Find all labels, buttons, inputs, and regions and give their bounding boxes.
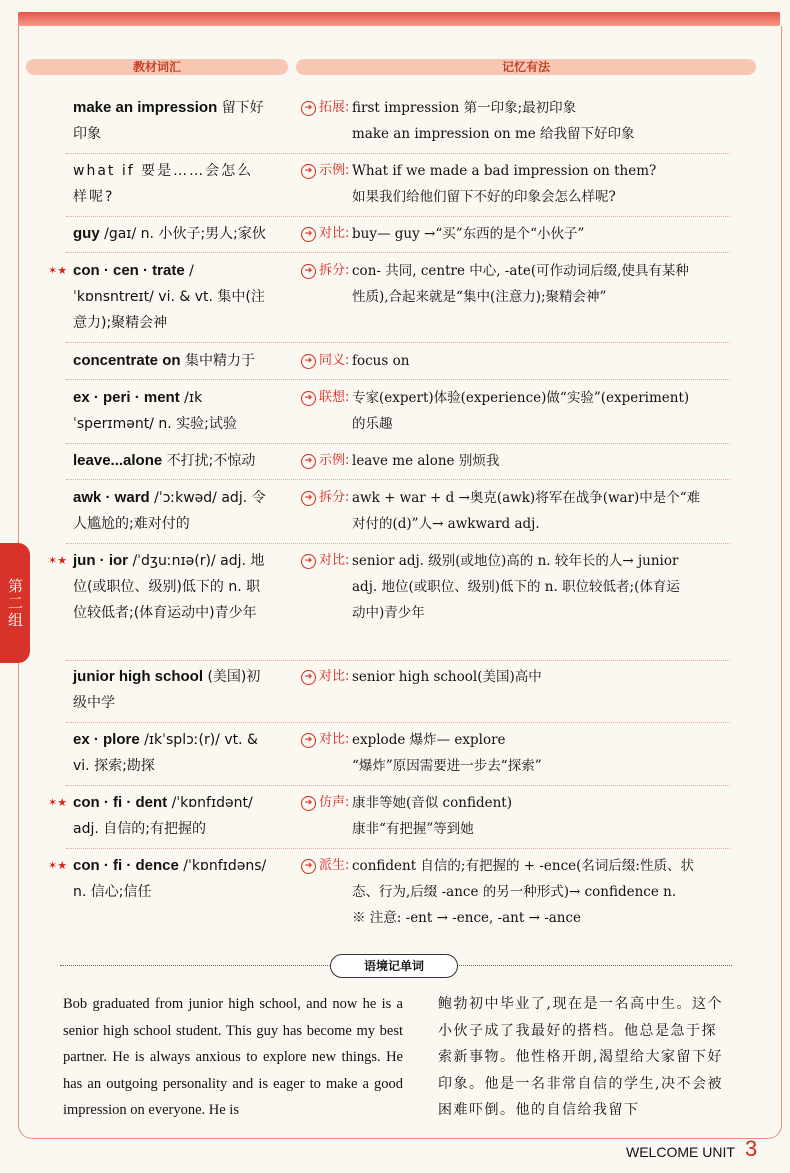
star-icon: ✶★ [48,554,68,567]
arrow-icon: ➔ [301,491,316,506]
method-desc: con- 共同, centre 中心, -ate(可作动词后缀,使具有某种 性质),合起来就是“集中(注意力);聚精会神” [352,263,689,305]
row-divider [66,543,730,544]
vocab-word: make an impression 留下好印象 [73,99,264,142]
arrow-icon: ➔ [301,354,316,369]
method-tag: ➔ 拓展: [301,95,349,121]
method-desc: first impression 第一印象;最初印象 make an impression on me 给我留下好印象 [352,100,635,142]
method-desc: 专家(expert)体验(experience)做“实验”(experiment) 的乐趣 [352,390,690,432]
arrow-icon: ➔ [301,391,316,406]
method-desc: confident 自信的;有把握的 + -ence(名词后缀:性质、状 态、行为,后缀 -ance 的另一种形式)→ confidence n. ※ 注意: -ent → -ence, -ant → -ance [352,858,694,926]
vocab-word: ex · peri · ment /ɪkˈsperɪmənt/ n. 实验;试验 [73,389,237,432]
english-passage: Bob graduated from junior high school, and now he is a senior high school student. This guy has become my best partner. He is always anxious to explore new things. He has an outgoing personality and is eager to make a good impression on everyone. He is [63,996,403,1118]
context-section-title: 语境记单词 [330,954,458,978]
page-number: 3 [745,1136,758,1161]
method-tag: ➔ 示例: [301,448,349,474]
column-header-memory: 记忆有法 [296,59,756,75]
row-divider [66,848,730,849]
row-divider [66,443,730,444]
top-decor-bar [18,12,780,26]
arrow-icon: ➔ [301,101,316,116]
vocab-word: ex · plore /ɪkˈsplɔː(r)/ vt. & vi. 探索;勘探 [73,731,258,774]
method-tag: ➔ 联想: [301,385,349,411]
method-desc: 康非等她(音似 confident) 康非“有把握”等到她 [352,795,512,837]
method-desc: senior adj. 级别(或地位)高的 n. 较年长的人→ junior adj. 地位(或职位、级别)低下的 n. 职位较低者;(体育运 动中)青少年 [352,553,680,621]
vocab-word: con · fi · dence /ˈkɒnfɪdəns/ n. 信心;信任 [73,857,267,900]
vocab-word: what if 要是……会怎么样呢? [73,163,254,205]
vocab-word: junior high school (美国)初级中学 [73,668,261,711]
vocab-word: concentrate on 集中精力于 [73,352,255,369]
method-tag: ➔ 同义: [301,348,349,374]
method-tag: ➔ 派生: [301,853,349,879]
method-tag: ➔ 拆分: [301,485,349,511]
row-divider [66,722,730,723]
vocab-word: leave...alone 不打扰;不惊动 [73,452,256,469]
vocab-word: con · fi · dent /ˈkɒnfɪdənt/ adj. 自信的;有把握的 [73,794,253,837]
vocab-word: guy /gaɪ/ n. 小伙子;男人;家伙 [73,225,266,242]
star-icon: ✶★ [48,796,68,809]
method-desc: focus on [352,353,410,369]
method-desc: buy— guy →“买”东西的是个“小伙子” [352,226,585,242]
row-divider [66,342,730,343]
arrow-icon: ➔ [301,670,316,685]
arrow-icon: ➔ [301,454,316,469]
arrow-icon: ➔ [301,733,316,748]
star-icon: ✶★ [48,264,68,277]
method-tag: ➔ 仿声: [301,790,349,816]
method-tag: ➔ 对比: [301,727,349,753]
arrow-icon: ➔ [301,264,316,279]
method-tag: ➔ 示例: [301,158,349,184]
row-divider [66,479,730,480]
method-tag: ➔ 拆分: [301,258,349,284]
arrow-icon: ➔ [301,859,316,874]
method-desc: awk + war + d →奥克(awk)将军在战争(war)中是个“难 对付的(d)”人→ awkward adj. [352,490,701,532]
method-desc: leave me alone 别烦我 [352,453,500,469]
group-side-tab: 第二组 [0,543,30,663]
vocab-word: con · cen · trate /ˈkɒnsntreɪt/ vi. & vt. 集中(注意力);聚精会神 [73,262,265,331]
method-desc: senior high school(美国)高中 [352,669,542,685]
method-tag: ➔ 对比: [301,221,349,247]
star-icon: ✶★ [48,859,68,872]
method-desc: explode 爆炸— explore “爆炸”原因需要进一步去“探索” [352,732,542,774]
row-divider [66,785,730,786]
method-tag: ➔ 对比: [301,548,349,574]
row-divider [66,153,730,154]
arrow-icon: ➔ [301,227,316,242]
vocab-word: awk · ward /ˈɔːkwəd/ adj. 令人尴尬的;难对付的 [73,489,266,532]
arrow-icon: ➔ [301,796,316,811]
row-divider [66,660,730,661]
column-header-vocab: 教材词汇 [26,59,288,75]
method-tag: ➔ 对比: [301,664,349,690]
row-divider [66,216,730,217]
chinese-passage: 鲍勃初中毕业了,现在是一名高中生。这个小伙子成了我最好的搭档。他总是急于探索新事物。他性格开朗,渴望给大家留下好印象。他是一名非常自信的学生,决不会被困难吓倒。他的自信给我留下 [438,996,723,1118]
row-divider [66,379,730,380]
arrow-icon: ➔ [301,164,316,179]
vocab-word: jun · ior /ˈdʒuːnɪə(r)/ adj. 地位(或职位、级别)低下的 n. 职位较低者;(体育运动中)青少年 [73,552,265,621]
footer-unit-label: WELCOME UNIT [626,1144,735,1160]
method-desc: What if we made a bad impression on them? 如果我们给他们留下不好的印象会怎么样呢? [352,163,657,205]
arrow-icon: ➔ [301,554,316,569]
row-divider [66,252,730,253]
